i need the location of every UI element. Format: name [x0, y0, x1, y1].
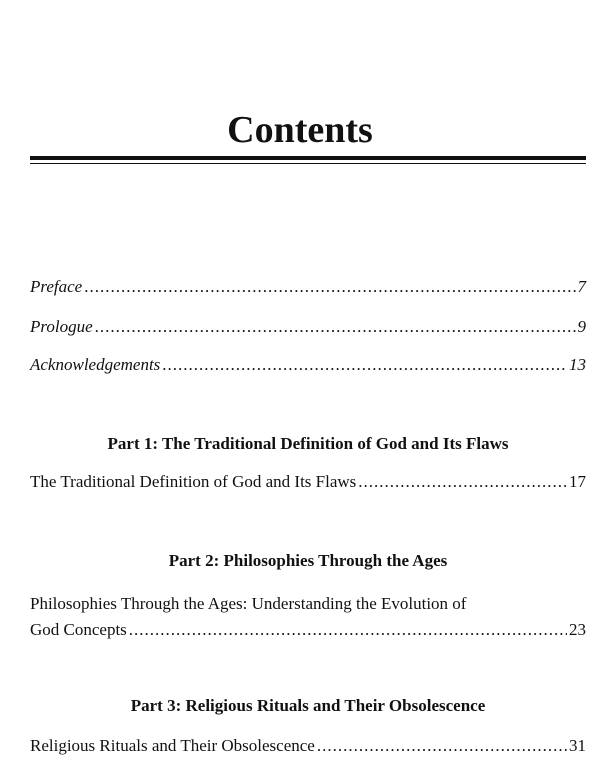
part-3-heading: Part 3: Religious Rituals and Their Obsolescence — [130, 696, 486, 715]
toc-entry-label: God Concepts — [30, 620, 127, 639]
toc-entry-label: The Traditional Definition of God and Its Flaws — [30, 472, 357, 491]
page-title: Contents — [227, 109, 373, 151]
part-2-heading: Part 2: Philosophies Through the Ages — [168, 551, 448, 570]
toc-page-number: 23 — [569, 620, 586, 639]
toc-page-number: 13 — [569, 355, 586, 374]
toc-page-number: 31 — [569, 736, 586, 755]
dot-leader — [84, 275, 575, 299]
toc-entry-label: Religious Rituals and Their Obsolescence — [30, 736, 315, 755]
toc-entry-label: Prologue — [30, 317, 93, 336]
toc-entry-part-3[interactable] — [30, 734, 586, 758]
toc-entry-part-1[interactable] — [30, 470, 586, 494]
dot-leader — [129, 618, 567, 642]
toc-entry-prologue[interactable] — [30, 315, 586, 339]
toc-entry-acknowledgements[interactable] — [30, 353, 586, 377]
title-rule-thick — [30, 156, 586, 160]
part-1-heading: Part 1: The Traditional Definition of God and Its Flaws — [107, 434, 509, 453]
toc-page-number: 9 — [577, 317, 586, 336]
toc-page-number: 17 — [569, 472, 586, 491]
dot-leader — [95, 315, 576, 339]
toc-page-number: 7 — [577, 277, 586, 296]
title-rule-thin — [30, 163, 586, 164]
toc-entry-part-2-line1[interactable]: Philosophies Through the Ages: Understanding the Evolution of — [30, 594, 467, 613]
dot-leader — [358, 470, 567, 494]
toc-entry-label: Preface — [30, 277, 83, 296]
dot-leader — [162, 353, 567, 377]
toc-entry-preface[interactable] — [30, 275, 586, 299]
toc-entry-label: Acknowledgements — [30, 355, 161, 374]
dot-leader — [317, 734, 567, 758]
toc-entry-part-2[interactable] — [30, 618, 586, 642]
